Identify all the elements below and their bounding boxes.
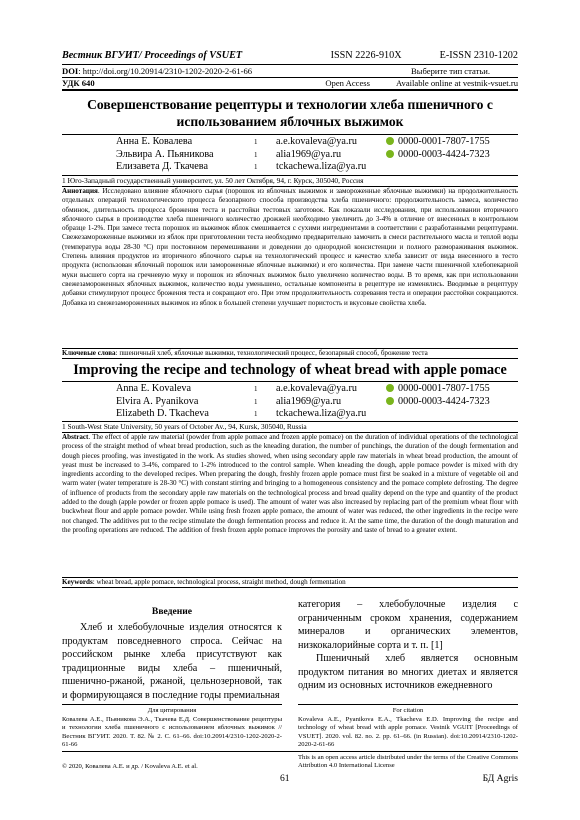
author-orcid[interactable]: 0000-0003-4424-7323 bbox=[398, 148, 490, 160]
author-email[interactable]: alia1969@ya.ru bbox=[276, 395, 342, 407]
author-row bbox=[116, 383, 490, 396]
ru-title: Совершенствование рецептуры и технологии хлеба пшеничного с использованием яблочных выжимок bbox=[87, 97, 493, 129]
intro-right-text-2: Пшеничный хлеб является основным продуктом питания во многих диетах и является одним из основных источников ежедневного bbox=[298, 653, 518, 692]
author-row bbox=[116, 149, 490, 162]
author-email[interactable]: tckachewa.liza@ya.ru bbox=[276, 408, 367, 419]
author-affil-sup: 1 bbox=[254, 150, 258, 159]
citation-en-text: Kovaleva A.E., Pyanikova E.A., Tkacheva E.D. Improving the recipe and technology of wheat bread with apple pomace. Vestnik VGUIT [Proceedings of VSUET]. 2020. vol. 82. no. 2. pp. 61–66. (in Russian). doi:10.20914/2310-1202-2020-2-61-66 bbox=[298, 716, 518, 749]
intro-right-text-1: категория – хлебобулочные изделия с ограниченным сроком хранения, содержанием минералов и органических элементов, низкокалорийные сорта и т. п. [1] bbox=[298, 599, 518, 651]
en-affiliation: 1 South-West State University, 50 years of October Av., 94, Kursk, 305040, Russia bbox=[62, 422, 307, 431]
author-row bbox=[116, 396, 490, 409]
author-name: Эльвира А. Пьяникова bbox=[116, 148, 214, 160]
orcid-icon bbox=[386, 384, 394, 392]
ru-keywords bbox=[62, 349, 518, 358]
author-orcid[interactable]: 0000-0001-7807-1755 bbox=[398, 136, 490, 147]
udk: УДК 640 bbox=[62, 78, 95, 88]
author-email[interactable]: tckachewa.liza@ya.ru bbox=[276, 161, 367, 172]
keywords-label: Keywords bbox=[62, 578, 93, 586]
author-orcid[interactable]: 0000-0001-7807-1755 bbox=[398, 383, 490, 394]
author-email[interactable]: a.e.kovaleva@ya.ru bbox=[276, 136, 357, 147]
ru-affiliation: 1 Юго-Западный государственный университет, ул. 50 лет Октября, 94, г. Курск, 305040, Россия bbox=[62, 176, 364, 185]
eissn: E-ISSN 2310-1202 bbox=[439, 50, 518, 61]
author-name: Elvira A. Pyanikova bbox=[116, 395, 199, 407]
author-email[interactable]: alia1969@ya.ru bbox=[276, 148, 342, 160]
doi-label: DOI bbox=[62, 66, 79, 76]
orcid-icon bbox=[386, 137, 394, 145]
journal-name: Вестник ВГУИТ/ Proceedings of VSUET bbox=[62, 50, 243, 61]
issn: ISSN 2226-910X bbox=[330, 50, 402, 61]
abstract-text: . Исследовано влияние яблочного сырья (порошок из яблочных выжимок и замороженные яблочные выжимки) на продолжительность отдельных операций технологического процесса безопарного способа производства хлеба пшеничного: продолжительность замеса, количество обминок, длительность процесса брожения теста и расстойки тестовых заготовок. Как показали исследования, при использовании вторичного яблочного сырья в производстве хлеба пшеничного количество дрожжей необходимо увеличить до 3-4% в отличие от внесенных в контрольном образце 1-2%. При замесе теста порошок из выжимок яблок смешивается с сухими ингредиентами в соответствии с разработанными рецептурами. Свежезамороженные выжимки из яблок при приготовлении теста необходимо предварительно замочить в смеси растительного масла и теплой воды (температура воды 28-30 °С) при постоянном перемешивании и доведении до однородной консистенции и полного размораживания выжимок. Степень влияния продуктов из вторичного яблочного сырья на технологический процесс и качество хлеба зависит от вида внесенного в тесто продукта (использован яблочный порошок или замороженные яблочные выжимки) и его количества. При замене части пшеничной хлебопекарной муки высшего сорта на гречневую муку и порошок из яблочных выжимок было увеличено количество воды. В то время, как при использовании свежезамороженных яблочных выжимок, количество воды уменьшено, остальные компоненты в рецептуре не изменялись. Вводимые в рецептуру добавки стимулируют процесс брожения теста и сокращают его. При этом продолжительность созревания теста и операции расстойки сокращаются. Добавка из свежезамороженных выжимок из яблок в большей степени улучшает пористость и вкусовые свойства хлеба. bbox=[62, 187, 518, 307]
en-abstract bbox=[62, 433, 518, 535]
ru-abstract bbox=[62, 187, 518, 308]
citation-en-label: For citation bbox=[392, 707, 424, 714]
author-affil-sup: 1 bbox=[254, 385, 258, 393]
page-number: 61 bbox=[280, 773, 290, 784]
author-name: Елизавета Д. Ткачева bbox=[116, 161, 208, 172]
citation-ru-text: Ковалева А.Е., Пьяникова Э.А., Ткачева Е.Д. Совершенствование рецептуры и технологии хлеба пшеничного с использованием яблочных выжимок // Вестник ВГУИТ. 2020. Т. 82. № 2. С. 61–66. doi:10.20914/2310-1202-2020-2-61-66 bbox=[62, 716, 282, 749]
author-row bbox=[116, 136, 490, 149]
orcid-icon bbox=[386, 397, 394, 405]
abstract-label: Abstract bbox=[62, 433, 89, 441]
intro-heading: Введение bbox=[151, 606, 193, 617]
author-affil-sup: 1 bbox=[254, 138, 258, 146]
open-access: Open Access bbox=[325, 78, 370, 88]
author-orcid[interactable]: 0000-0003-4424-7323 bbox=[398, 395, 490, 407]
abstract-label: Аннотация bbox=[62, 187, 98, 195]
ru-authors bbox=[116, 136, 490, 174]
copyright: © 2020, Ковалева А.Е. и др. / Kovaleva A.E. et al. bbox=[62, 763, 198, 770]
author-affil-sup: 1 bbox=[254, 397, 258, 406]
citation-ru-label: Для цитирования bbox=[147, 707, 197, 714]
en-title: Improving the recipe and technology of wheat bread with apple pomace bbox=[73, 362, 507, 378]
keywords-text: : пшеничный хлеб, яблочные выжимки, технологический процесс, безопарный способ, брожение теста bbox=[115, 349, 428, 357]
author-name: Анна Е. Ковалева bbox=[116, 136, 193, 147]
en-authors bbox=[116, 383, 490, 421]
keywords-label: Ключевые слова bbox=[62, 349, 116, 357]
article-type-select[interactable]: Выберите тип статьи. bbox=[411, 66, 490, 76]
author-row bbox=[116, 408, 490, 421]
agris-badge: БД Agris bbox=[482, 773, 518, 784]
available-online-link[interactable]: Available online at vestnik-vsuet.ru bbox=[395, 78, 518, 88]
orcid-icon bbox=[386, 150, 394, 158]
author-email[interactable]: a.e.kovaleva@ya.ru bbox=[276, 383, 357, 394]
intro-left-text: Хлеб и хлебобулочные изделия относятся к продуктам повседневного спроса. Сейчас на российском рынке хлеба присутствуют как традиционные виды хлеба – пшеничный, пшенично-ржаной, ржаной, цельнозерновой, так и формирующаяся в последние годы премиальная bbox=[62, 622, 282, 701]
doi-url: : http://doi.org/10.20914/2310-1202-2020-2-61-66 bbox=[78, 66, 253, 76]
abstract-text: . The effect of apple raw material (powder from apple pomace and frozen apple pomace) on the duration of individual operations of the technological process of the straight method of wheat bread production, such as the kneading duration, the number of punchings, the duration of the dough fermentation and dough pieces proofing, was investigated in the work. As studies showed, when using secondary apple raw materials in wheat bread production, the amount of yeast must be increased to 3-4%, compared to 1-2% introduced to the control sample. When kneading the dough, apple pomace powder is mixed with dry ingredients according to the developed recipes. When preparing the dough, freshly frozen apple pomace must first be soaked in a mixture of vegetable oil and warm water (water temperature is 28-30 °C) with constant stirring and bringing to a homogeneous consistency and the pomace complete defrosting. The degree of influence of products from the secondary apple raw materials on the technological process and bread quality depend on the type and quantity of the product added to the dough (apple powder or frozen apple pomace is used). The amount of water was also increased by replacing part of the premium wheat flour with buckwheat flour and apple pomace powder. While using fresh frozen apple pomace, the amount of water was reduced, the other ingredients in the recipe were not changed. The additives put to the recipe stimulate the dough fermentation process and reduce it. At the same time, the duration of the dough maturation and the proofing operations are reduced. The addition of fresh frozen apple pomace improves the porosity and taste of bread to a greater extent. bbox=[62, 433, 518, 534]
author-row bbox=[116, 161, 490, 174]
license: This is an open access article distributed under the terms of the Creative Commons Attribution 4.0 International License bbox=[298, 754, 518, 770]
author-name: Elizabeth D. Tkacheva bbox=[116, 408, 209, 419]
doi-link[interactable] bbox=[62, 66, 252, 76]
en-keywords bbox=[62, 578, 518, 587]
keywords-text: : wheat bread, apple pomace, technological process, straight method, dough fermentation bbox=[92, 578, 346, 586]
author-name: Anna E. Kovaleva bbox=[116, 383, 191, 394]
author-affil-sup: 1 bbox=[254, 163, 258, 171]
author-affil-sup: 1 bbox=[254, 410, 258, 418]
